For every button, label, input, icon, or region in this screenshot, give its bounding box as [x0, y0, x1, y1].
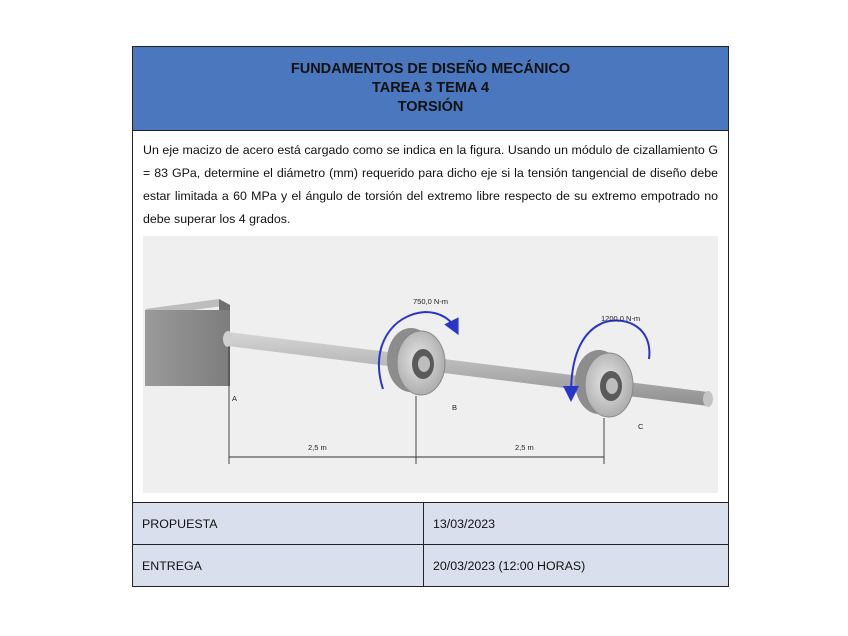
dimension-label-ab: 2,5 m	[308, 443, 327, 452]
torque-label-b: 750,0 N-m	[413, 297, 449, 306]
pulley-c	[575, 350, 633, 417]
table-row	[133, 544, 728, 586]
delivery-date: 20/03/2023 (12:00 HORAS)	[433, 558, 586, 573]
point-label-c: C	[638, 422, 644, 431]
point-label-a: A	[232, 394, 238, 403]
dates-table	[133, 502, 728, 586]
task-title: TAREA 3 TEMA 4	[371, 80, 490, 96]
shaft-figure	[143, 236, 718, 493]
assignment-sheet	[132, 46, 729, 587]
delivery-label: ENTREGA	[133, 545, 424, 586]
course-title: FUNDAMENTOS DE DISEÑO MECÁNICO	[290, 61, 571, 77]
point-label-b: B	[452, 403, 458, 412]
title-banner	[133, 47, 728, 131]
topic-title: TORSIÓN	[397, 99, 464, 115]
table-row	[133, 503, 728, 544]
dimension-label-bc: 2,5 m	[515, 443, 534, 452]
torque-label-c: 1200,0 N-m	[601, 314, 641, 323]
fixed-support	[145, 299, 230, 386]
problem-statement: Un eje macizo de acero está cargado como se indica en la figura. Usando un módulo de cizallamiento G = 83 GPa, determine el diámetro (mm) requerido para dicho eje si la tensión tangencial de diseño debe estar limitada a 60 MPa y el ángulo de torsión del extremo libre respecto de su extremo empotrado no debe superar los 4 grados.	[143, 143, 718, 226]
pulley-b	[387, 328, 445, 395]
proposal-label: PROPUESTA	[133, 503, 424, 544]
proposal-date: 13/03/2023	[433, 516, 496, 531]
shaft	[223, 331, 713, 407]
